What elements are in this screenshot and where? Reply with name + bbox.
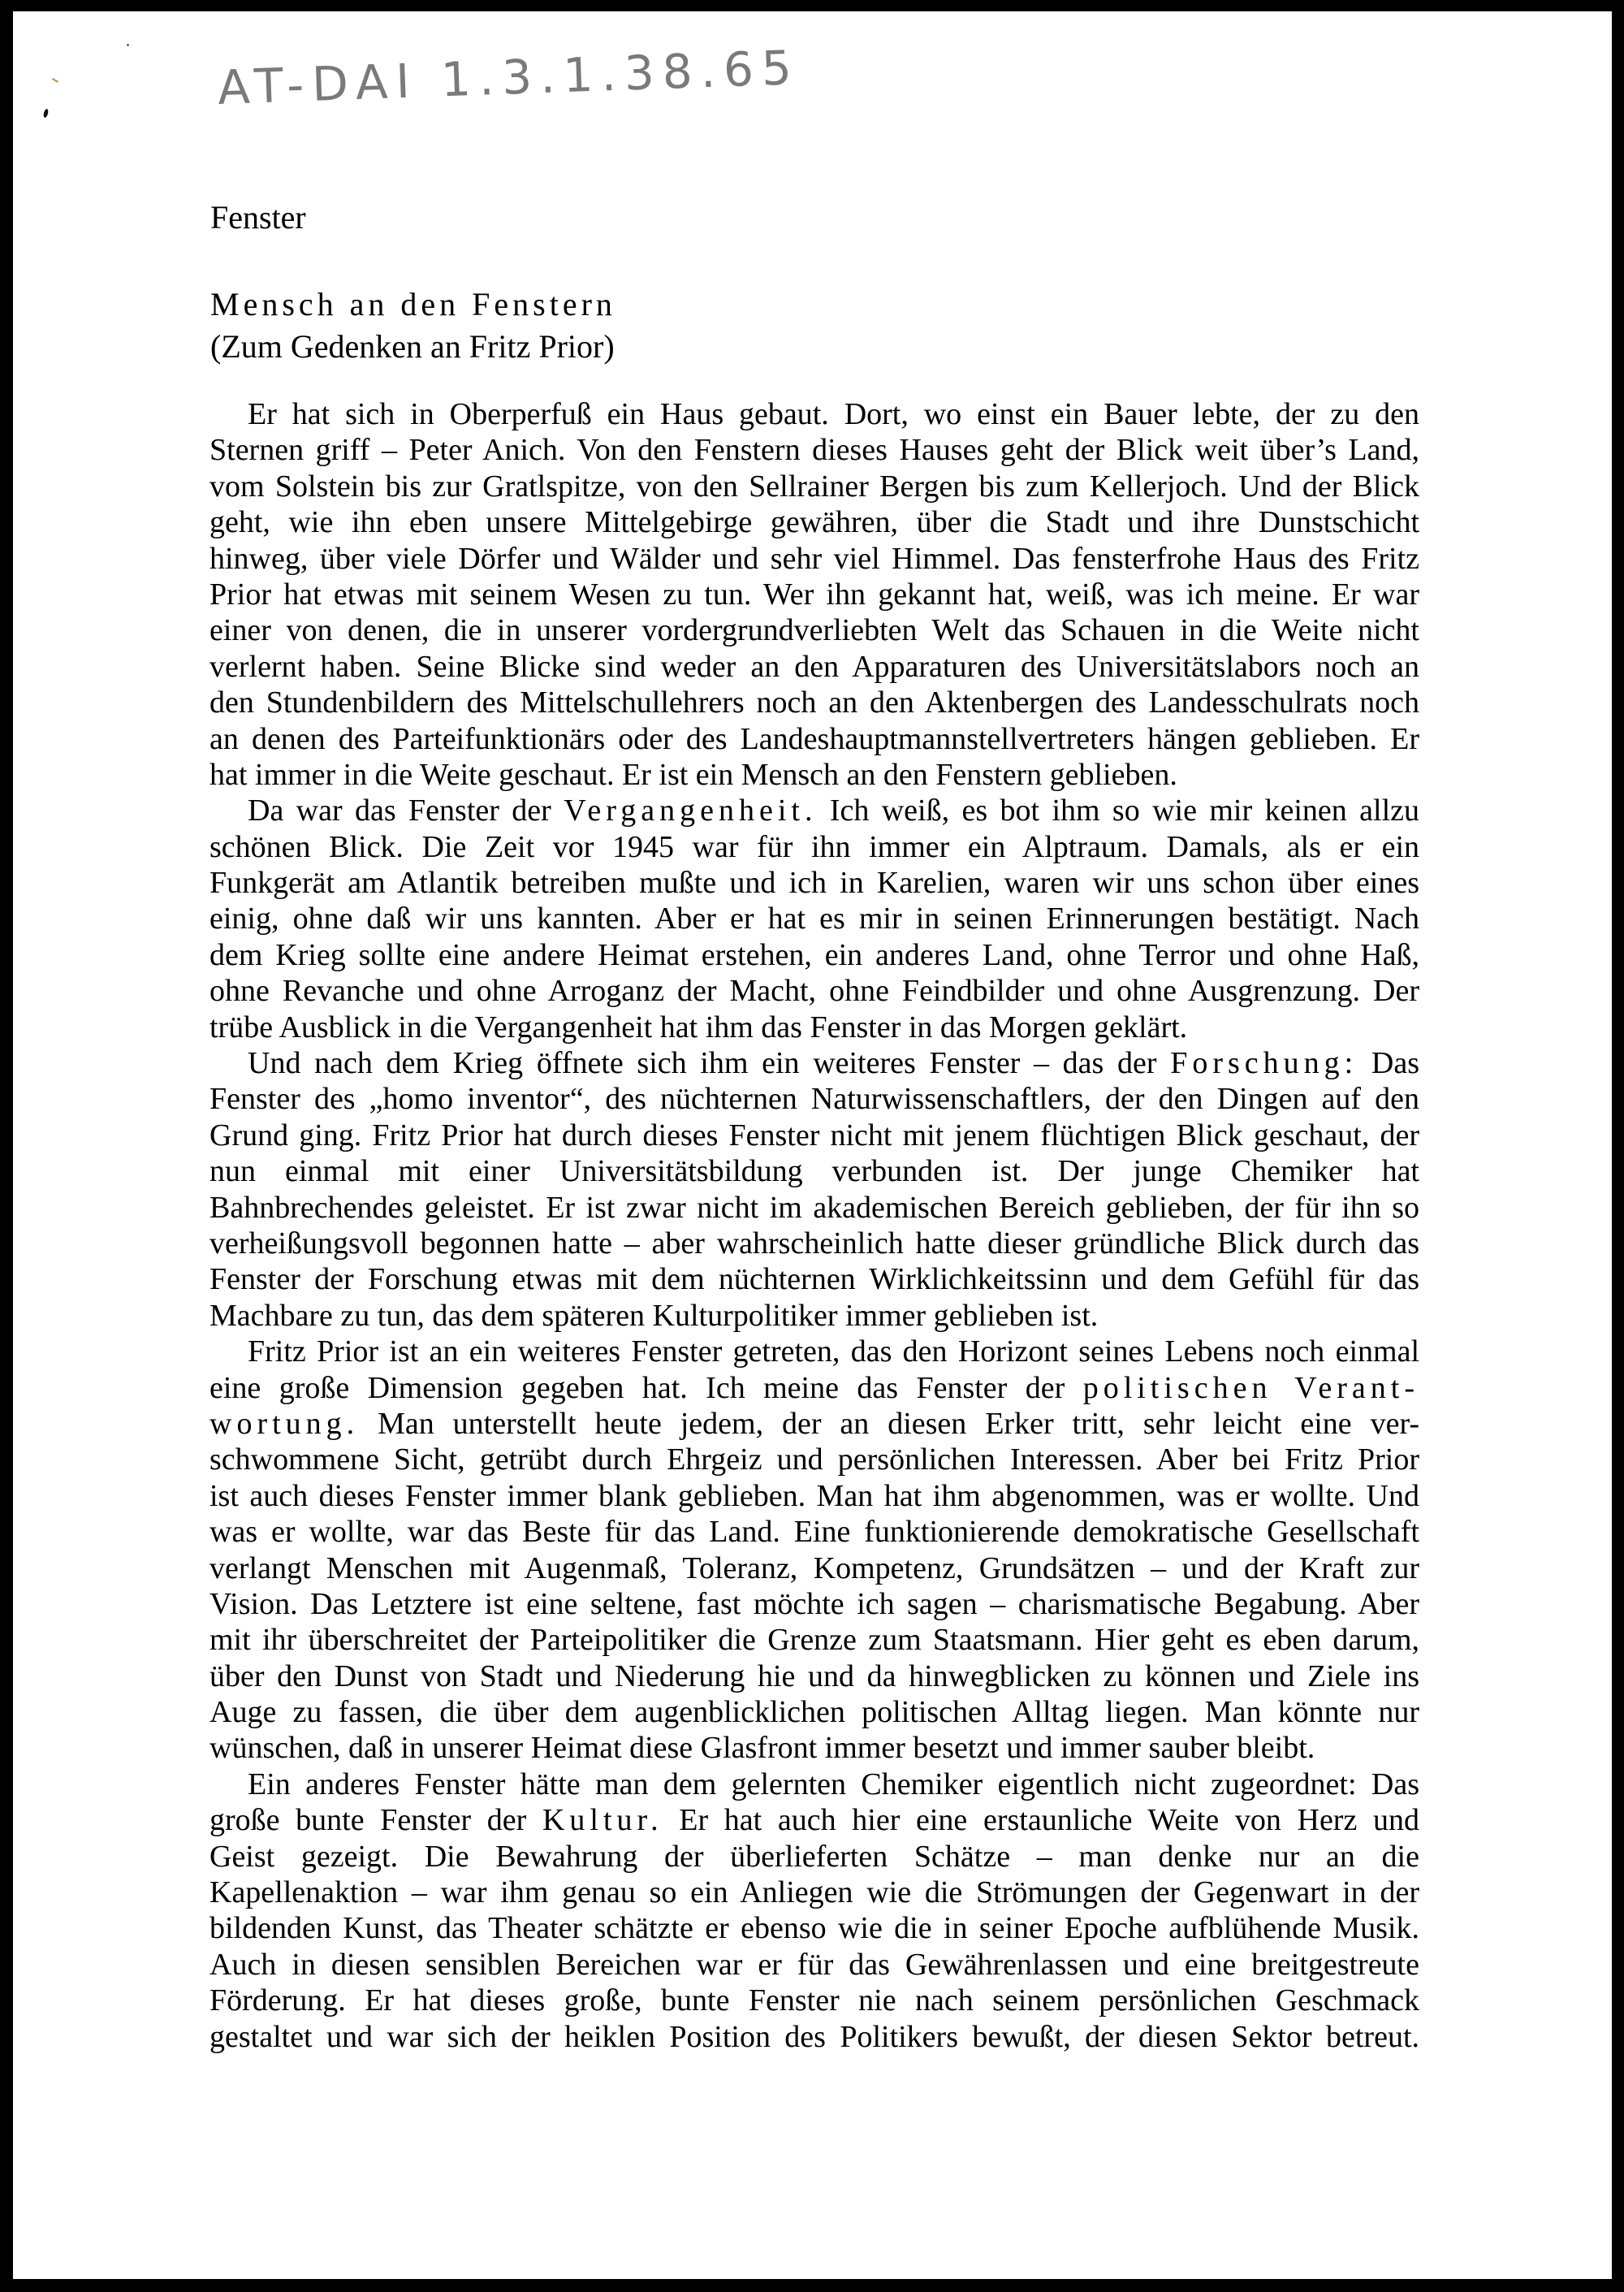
text-line: geht, wie ihn eben unsere Mittelgebirge gewähren, über die Stadt und ihre Dunstschicht: [209, 505, 1419, 540]
text-line: trübe Ausblick in die Vergangenheit hat ihm das Fenster in das Morgen geklärt.: [209, 1010, 1188, 1044]
paragraph-1: [209, 396, 1419, 793]
text-line: Funkgerät am Atlantik betreiben mußte und ich in Karelien, waren wir uns schon über eines: [209, 866, 1419, 901]
text-line: einer von denen, die in unserer vordergrundverliebten Welt das Schauen in die Weite nicht: [209, 613, 1419, 648]
text-line: verlernt haben. Seine Blicke sind weder an den Apparaturen des Universitätslabors noch an: [209, 649, 1419, 684]
text-line: Fenster der Forschung etwas mit dem nüchternen Wirklichkeitssinn und dem Gefühl für das: [209, 1262, 1419, 1297]
document-title: Mensch an den Fenstern: [210, 286, 616, 322]
text-line: mit ihr überschreitet der Parteipolitiker die Grenze zum Staatsmann. Hier geht es eben darum,: [209, 1623, 1419, 1658]
text-line: Er hat sich in Oberperfuß ein Haus gebaut. Dort, wo einst ein Bauer lebte, der zu den: [248, 397, 1419, 431]
text-line: wünschen, daß in unserer Heimat diese Glasfront immer besetzt und immer sauber bleibt.: [209, 1731, 1315, 1766]
text-line: dem Krieg sollte eine andere Heimat erstehen, ein anderes Land, ohne Terror und ohne Haß,: [209, 937, 1419, 972]
text-line: was er wollte, war das Beste für das Land. Eine funktionierende demokratische Gesellschaft: [209, 1515, 1419, 1550]
text-line: nun einmal mit einer Universitätsbildung verbunden ist. Der junge Chemiker hat: [209, 1154, 1419, 1189]
emphasis-spaced: wortung.: [209, 1406, 360, 1441]
text-line: ist auch dieses Fenster immer blank geblieben. Man hat ihm abgenommen, was er wollte. Und: [209, 1478, 1419, 1513]
text-line: Auch in diesen sensiblen Bereichen war er für das Gewährenlassen und eine breitgestreute: [209, 1947, 1419, 1982]
text-line: schönen Blick. Die Zeit vor 1945 war für ihn immer ein Alptraum. Damals, als er ein: [209, 829, 1419, 864]
text-run: Man unterstellt heute jedem, der an diesen Erker tritt, sehr leicht eine ver-: [359, 1406, 1419, 1441]
text-line: über den Dunst von Stadt und Niederung hie und da hinwegblicken zu können und Ziele ins: [209, 1658, 1419, 1693]
text-line: Prior hat etwas mit seinem Wesen zu tun. Wer ihn gekannt hat, weiß, was ich meine. Er war: [209, 577, 1419, 612]
text-line: [209, 1370, 1419, 1406]
text-line: [209, 1802, 1419, 1838]
scan-speck: [43, 109, 50, 119]
text-line: [209, 1406, 1419, 1442]
archive-signature-handwritten: AT-DAI 1.3.1.38.65: [216, 39, 801, 115]
text-line: Machbare zu tun, das dem späteren Kulturpolitiker immer geblieben ist.: [209, 1298, 1099, 1333]
text-line: einig, ohne daß wir uns kannten. Aber er hat es mir in seinen Erinnerungen bestätigt. Nach: [209, 902, 1419, 936]
text-line: vom Solstein bis zur Gratlspitze, von den Sellrainer Bergen bis zum Kellerjoch. Und der Blick: [209, 469, 1419, 504]
text-line: verlangt Menschen mit Augenmaß, Toleranz, Kompetenz, Grundsätzen – und der Kraft zur: [209, 1550, 1419, 1585]
emphasis-spaced: Kultur.: [542, 1803, 663, 1838]
document-subtitle: (Zum Gedenken an Fritz Prior): [210, 328, 615, 365]
text-line: Förderung. Er hat dieses große, bunte Fenster nie nach seinem persönlichen Geschmack: [209, 1983, 1419, 2018]
text-line: Kapellenaktion – war ihm genau so ein Anliegen wie die Strömungen der Gegenwart in der: [209, 1875, 1419, 1910]
text-line: ohne Revanche und ohne Arroganz der Macht, ohne Feindbilder und ohne Ausgrenzung. Der: [209, 974, 1419, 1009]
text-run: Da war das Fenster der: [248, 794, 564, 828]
text-run: Das: [1358, 1046, 1419, 1081]
text-run: Er hat auch hier eine erstaunliche Weite von Herz und: [663, 1803, 1419, 1838]
text-line: Ein anderes Fenster hätte man dem gelernten Chemiker eigentlich nicht zugeordnet: Das: [248, 1767, 1419, 1801]
document-page: [13, 11, 1612, 2279]
text-run: eine große Dimension gegeben hat. Ich meine das Fenster der: [209, 1370, 1083, 1405]
text-line: an denen des Parteifunktionärs oder des Landeshauptmannstellvertreters hängen geblieben. Er: [209, 721, 1419, 756]
text-line: hinweg, über viele Dörfer und Wälder und sehr viel Himmel. Das fensterfrohe Haus des Fritz: [209, 541, 1419, 576]
text-line: Auge zu fassen, die über dem augenblicklichen politischen Alltag liegen. Man könnte nur: [209, 1695, 1419, 1730]
emphasis-spaced: Forschung:: [1170, 1046, 1358, 1081]
text-line: den Stundenbildern des Mittelschullehrers noch an den Aktenbergen des Landesschulrats noch: [209, 685, 1419, 720]
text-run: große bunte Fenster der: [209, 1803, 542, 1838]
text-line: bildenden Kunst, das Theater schätzte er ebenso wie die in seiner Epoche aufblühende Musik.: [209, 1911, 1419, 1946]
paragraph-3: [209, 1045, 1419, 1334]
document-heading: Fenster: [210, 199, 306, 236]
text-run: Ich weiß, es bot ihm so wie mir keinen allzu: [817, 794, 1419, 828]
text-line: Fenster des „homo inventor“, des nüchternen Naturwissenschaftlers, der den Dingen auf den: [209, 1082, 1419, 1117]
text-line: Sternen griff – Peter Anich. Von den Fenstern dieses Hauses geht der Blick weit über’s Land,: [209, 433, 1419, 468]
text-line: Grund ging. Fritz Prior hat durch dieses Fenster nicht mit jenem flüchtigen Blick geschaut, der: [209, 1118, 1419, 1152]
paragraph-4: [209, 1334, 1419, 1767]
scan-speck: [127, 44, 129, 46]
paragraph-5: [209, 1767, 1419, 2055]
text-line: gestaltet und war sich der heiklen Position des Politikers bewußt, der diesen Sektor betreut.: [209, 2019, 1419, 2054]
text-line: [209, 793, 1419, 828]
text-line: [209, 1045, 1419, 1081]
body-text: [209, 396, 1419, 2055]
emphasis-spaced: Vergangenheit.: [564, 794, 818, 828]
emphasis-spaced: politischen Verant-: [1082, 1370, 1419, 1405]
text-line: schwommene Sicht, getrübt durch Ehrgeiz und persönlichen Interessen. Aber bei Fritz Prior: [209, 1442, 1419, 1477]
text-run: Und nach dem Krieg öffnete sich ihm ein weiteres Fenster – das der: [248, 1046, 1171, 1081]
scan-speck: [52, 78, 58, 83]
text-line: hat immer in die Weite geschaut. Er ist ein Mensch an den Fenstern geblieben.: [209, 757, 1177, 792]
text-line: Vision. Das Letztere ist eine seltene, fast möchte ich sagen – charismatische Begabung. Aber: [209, 1586, 1419, 1621]
text-line: Geist gezeigt. Die Bewahrung der überlieferten Schätze – man denke nur an die: [209, 1839, 1419, 1874]
paragraph-2: [209, 793, 1419, 1045]
text-line: verheißungsvoll begonnen hatte – aber wahrscheinlich hatte dieser gründliche Blick durch das: [209, 1226, 1419, 1261]
text-line: Fritz Prior ist an ein weiteres Fenster getreten, das den Horizont seines Lebens noch einmal: [248, 1334, 1419, 1369]
text-line: Bahnbrechendes geleistet. Er ist zwar nicht im akademischen Bereich geblieben, der für ihn so: [209, 1190, 1419, 1225]
